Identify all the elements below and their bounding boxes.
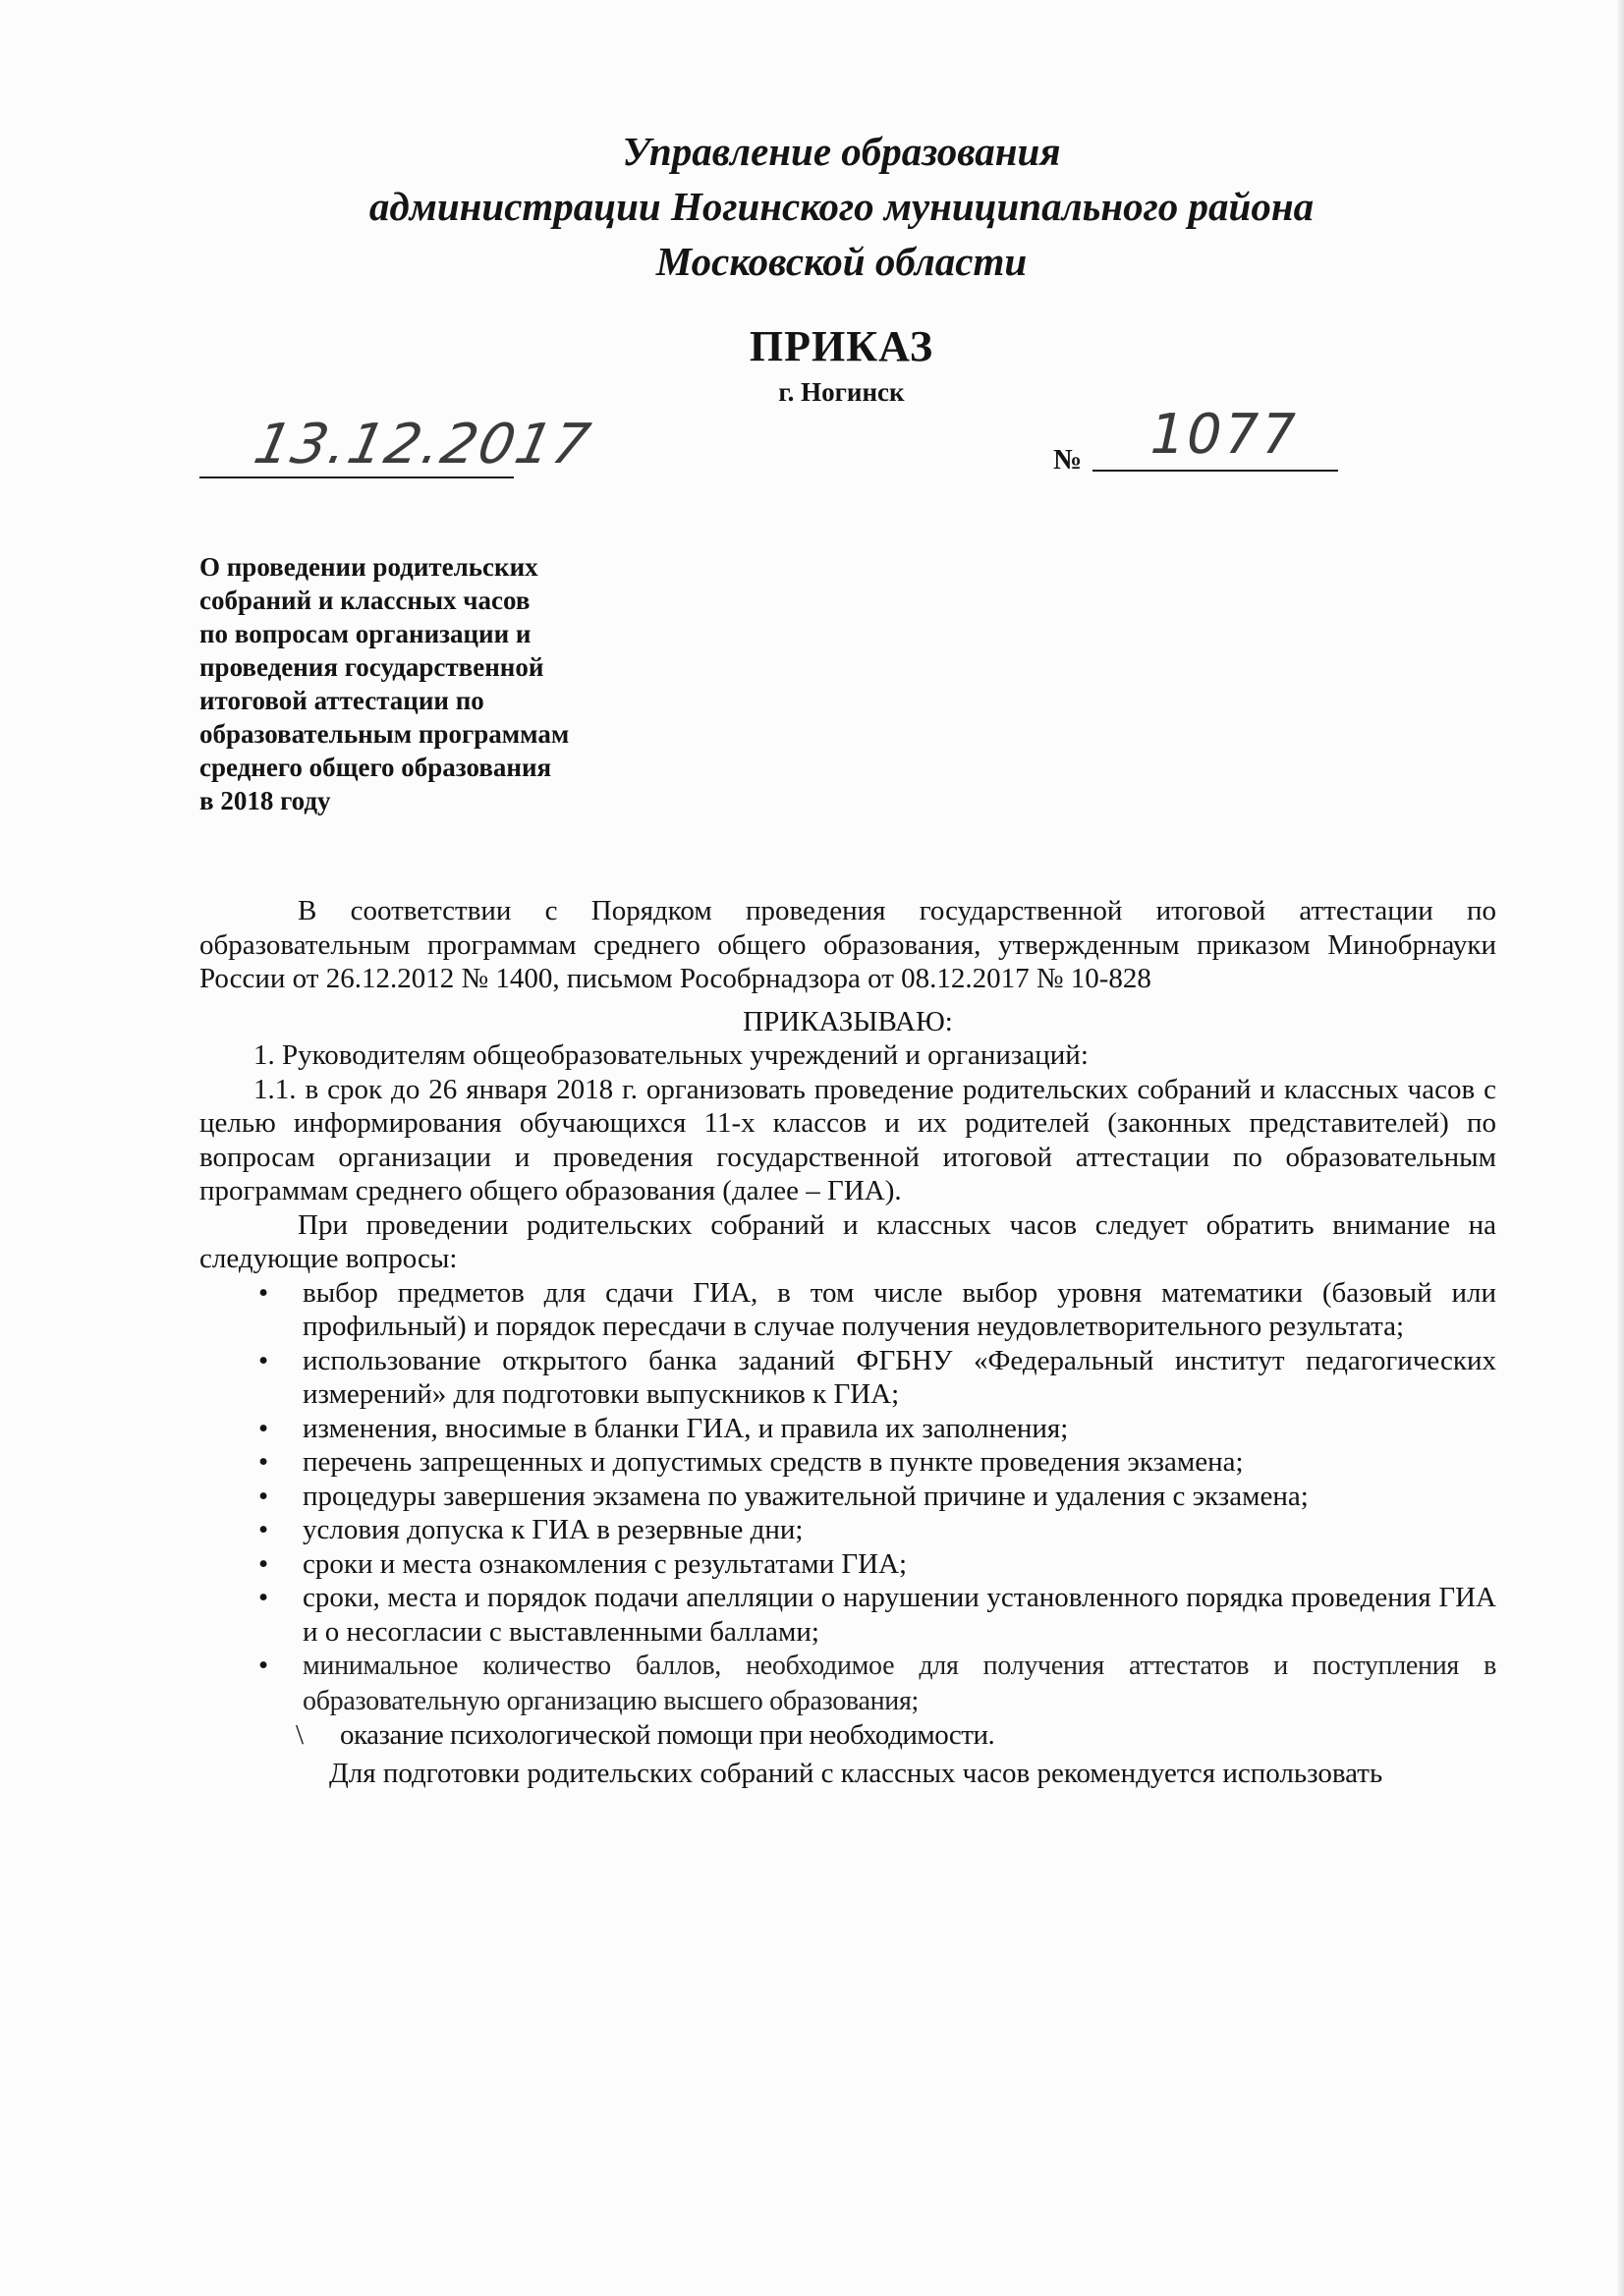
bullet-icon: •	[258, 1650, 269, 1681]
date-underline	[199, 476, 514, 478]
item-1: 1. Руководителям общеобразовательных учреждений и организаций:	[253, 1039, 1089, 1071]
number-underline	[1092, 470, 1338, 472]
list-item-text: перечень запрещенных и допустимых средств в пункте проведения экзамена;	[303, 1446, 1244, 1478]
list-item-text: оказание психологической помощи при необходимости.	[340, 1719, 995, 1751]
list-item	[199, 1649, 1496, 1718]
bullet-icon: •	[258, 1582, 269, 1613]
dash-mark-icon: \	[296, 1719, 304, 1751]
list-item	[199, 1344, 1496, 1412]
list-item	[199, 1412, 1496, 1446]
list-item	[199, 1445, 1496, 1480]
subject-line: среднего общего образования	[199, 753, 552, 782]
bullet-icon: •	[258, 1412, 269, 1444]
order-word: ПРИКАЗЫВАЮ:	[743, 1005, 953, 1037]
item-1-1: 1.1. в срок до 26 января 2018 г. организовать проведение родительских собраний и классных часов с целью информирования обучающихся 11-х классов и их родителей (законных представителей) по вопросам организации и проведения государственной итоговой аттестации по образовательным программам среднего общего образования (далее – ГИА).	[199, 1073, 1496, 1206]
list-item	[199, 1513, 1496, 1547]
bullet-icon: •	[258, 1547, 269, 1580]
topics-list	[199, 1276, 1496, 1753]
list-item-text: использование открытого банка заданий ФГБНУ «Федеральный институт педагогических измерений» для подготовки выпускников к ГИА;	[303, 1344, 1496, 1410]
handwritten-number: 1077	[1143, 403, 1305, 467]
subject-line: по вопросам организации и	[199, 619, 532, 648]
list-item	[199, 1276, 1496, 1344]
issuing-organization	[0, 124, 1624, 289]
number-label: №	[1053, 444, 1083, 476]
handwritten-date: 13.12.2017	[249, 413, 597, 476]
org-line-2: администрации Ногинского муниципального района	[368, 184, 1315, 229]
subject-line: проведения государственной	[199, 652, 544, 682]
list-item-text: процедуры завершения экзамена по уважительной причине и удаления с экзамена;	[303, 1480, 1309, 1512]
list-item-text: условия допуска к ГИА в резервные дни;	[303, 1514, 804, 1545]
list-item	[199, 1480, 1496, 1514]
bullet-icon: •	[258, 1480, 269, 1512]
document-city: г. Ногинск	[778, 377, 905, 407]
bullet-icon: •	[258, 1446, 269, 1478]
attention-intro: При проведении родительских собраний и классных часов следует обратить внимание на следующие вопросы:	[199, 1208, 1496, 1274]
bullet-icon: •	[258, 1276, 269, 1309]
subject-line: итоговой аттестации по	[199, 686, 484, 715]
subject-line: О проведении родительских	[199, 552, 538, 582]
subject-line: в 2018 году	[199, 786, 331, 815]
bullet-icon: •	[258, 1344, 269, 1376]
preamble-paragraph: В соответствии с Порядком проведения государственной итоговой аттестации по образовательным программам среднего общего образования, утвержденным приказом Минобрнауки России от 26.12.2012 № 1400, письмом Рособрнадзора от 08.12.2017 № 10-828	[199, 895, 1496, 994]
document-title: ПРИКАЗ	[749, 322, 934, 370]
list-item	[199, 1547, 1496, 1582]
list-item-text: выбор предметов для сдачи ГИА, в том числе выбор уровня математики (базовый или профильный) и порядок пересдачи в случае получения неудовлетворительного результата;	[303, 1276, 1496, 1342]
bullet-icon: •	[258, 1514, 269, 1545]
list-item-added	[199, 1718, 1496, 1753]
closing-line: Для подготовки родительских собраний с классных часов рекомендуется использовать	[329, 1757, 1383, 1789]
subject-line: образовательным программам	[199, 719, 570, 749]
document-body	[199, 894, 1496, 1790]
list-item-text: изменения, вносимые в бланки ГИА, и правила их заполнения;	[303, 1412, 1069, 1444]
org-line-3: Московской области	[655, 239, 1028, 284]
subject-line: собраний и классных часов	[199, 586, 531, 615]
list-item	[199, 1581, 1496, 1649]
list-item-text: минимальное количество баллов, необходимое для получения аттестатов и поступления в образовательную организацию высшего образования;	[303, 1651, 1496, 1716]
list-item-text: сроки, места и порядок подачи апелляции о нарушении установленного порядка проведения ГИА и о несогласии с выставленными баллами;	[303, 1582, 1496, 1648]
order-subject	[199, 550, 651, 817]
list-item-text: сроки и места ознакомления с результатами ГИА;	[303, 1547, 908, 1580]
org-line-1: Управление образования	[622, 129, 1061, 174]
